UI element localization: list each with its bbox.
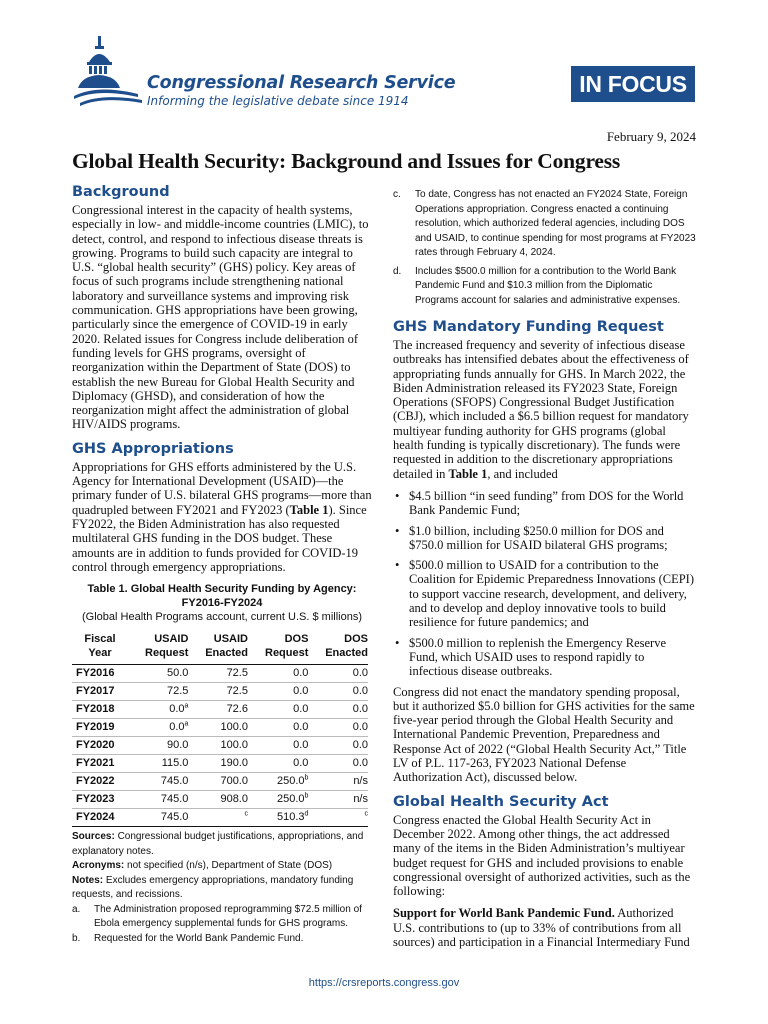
mandatory-bullet-list: [393, 489, 696, 679]
table-row: [72, 701, 368, 719]
table-cell: 908.0: [188, 791, 248, 809]
table-cell: 0.0: [308, 737, 368, 755]
table-cell: 0.0: [308, 665, 368, 683]
table-row: [72, 683, 368, 701]
table-cell: 72.6: [188, 701, 248, 719]
publication-date: February 9, 2024: [606, 129, 696, 144]
org-tagline: Informing the legislative debate since 1914: [147, 94, 409, 108]
table-reference: Table 1: [448, 466, 488, 481]
appropriations-text: Appropriations for GHS efforts administered by the U.S. Agency for International Development (USAID)—the primary funder of U.S. bilateral GHS programs—more than quadrupled between FY2021 and FY2023 (Table 1). Since FY2022, the Biden Administration has also requested multilateral GHS funding in the DOS budget. These amounts are in addition to funds provided for COVID-19 control through emergency appropriations.: [72, 459, 372, 574]
table-row: [72, 665, 368, 683]
funding-table: [72, 630, 368, 827]
fiscal-year-cell: FY2019: [72, 719, 128, 737]
table-cell: 72.5: [128, 683, 188, 701]
table-cell: 0.0$^a$: [128, 701, 188, 719]
table-notes: [72, 830, 372, 946]
appropriations-heading: GHS Appropriations: [72, 440, 234, 457]
org-name: Congressional Research Service: [147, 73, 456, 93]
fiscal-year-cell: FY2024: [72, 809, 128, 827]
fiscal-year-cell: FY2017: [72, 683, 128, 701]
column-header: DOS Enacted: [308, 630, 368, 665]
fiscal-year-cell: FY2020: [72, 737, 128, 755]
table-cell: n/s: [308, 773, 368, 791]
table-cell: 0.0: [248, 683, 308, 701]
mandatory-heading: GHS Mandatory Funding Request: [393, 319, 664, 335]
table-row: [72, 773, 368, 791]
table-row: [72, 719, 368, 737]
table-cell: 90.0: [128, 737, 188, 755]
notes-note: Notes: Excludes emergency appropriations, mandatory funding requests, and recissions.: [72, 874, 354, 901]
table-cell: 0.0: [308, 683, 368, 701]
table-cell: 0.0: [248, 755, 308, 773]
footnote: c. To date, Congress has not enacted an FY2024 State, Foreign Operations appropriation. Congress enacted a continuing resolution, which authorized federal agencies, including DOS and USAID, to continue spending for most programs at FY2023 rates through February 4, 2024.: [393, 189, 696, 258]
sources-note: Sources: Congressional budget justifications, appropriations, and explanatory notes.: [72, 831, 364, 857]
table-cell: 72.5: [188, 683, 248, 701]
act-heading: Global Health Security Act: [393, 793, 609, 810]
table-cell: 0.0: [308, 701, 368, 719]
table-cell: 190.0: [188, 755, 248, 773]
page-title: Global Health Security: Background and Issues for Congress: [72, 149, 621, 173]
table-cell: 100.0: [188, 737, 248, 755]
footer-url[interactable]: https://crsreports.congress.gov: [308, 977, 460, 989]
mandatory-after-text: Congress did not enact the mandatory spending proposal, but it authorized $5.0 billion for GHS activities for the same five-year period through the Global Health Security and International Pandemic Prevention, Preparedness and Response Act of 2022 (“Global Health Security Act,” Title LV of P.L. 117-263, FY2023 National Defense Authorization Act), discussed below.: [393, 684, 695, 785]
table-cell: 0.0: [248, 701, 308, 719]
table-row: [72, 737, 368, 755]
table-reference: Table 1: [289, 502, 329, 517]
list-item: • $500.0 million to replenish the Emergency Reserve Fund, which USAID uses to respond rapidly to infectious disease outbreaks.: [393, 636, 696, 679]
table-cell: 745.0: [128, 773, 188, 791]
table-cell: 100.0: [188, 719, 248, 737]
table-row: [72, 755, 368, 773]
right-column: [393, 188, 696, 957]
column-header: DOS Request: [248, 630, 308, 665]
table-cell: 250.0$^b$: [248, 773, 308, 791]
table-cell: 72.5: [188, 665, 248, 683]
fiscal-year-cell: FY2018: [72, 701, 128, 719]
column-header: Fiscal Year: [72, 630, 128, 665]
fiscal-year-cell: FY2016: [72, 665, 128, 683]
table-cell: n/s: [308, 791, 368, 809]
table-cell: 510.3$^d$: [248, 809, 308, 827]
list-item: • $500.0 million to USAID for a contribution to the Coalition for Epidemic Preparedness Innovations (CEPI) to support vaccine research, development, and delivery, and to develop and deploy innovative tools to build resilience for future pandemics; and: [393, 558, 696, 629]
table-row: [72, 809, 368, 827]
footnote: b. Requested for the World Bank Pandemic Fund.: [72, 932, 304, 944]
table-title: Table 1. Global Health Security Funding by Agency: FY2016-FY2024: [87, 583, 357, 610]
table-cell: c: [308, 809, 368, 827]
left-column: [72, 183, 372, 946]
fiscal-year-cell: FY2023: [72, 791, 128, 809]
footnotes-continued: [393, 188, 696, 308]
table-row: [72, 791, 368, 809]
table-cell: 745.0: [128, 809, 188, 827]
page-header: [0, 0, 768, 120]
column-header: USAID Request: [128, 630, 188, 665]
table-cell: 0.0: [248, 737, 308, 755]
acronyms-note: Acronyms: not specified (n/s), Department of State (DOS): [72, 860, 333, 872]
table-cell: 0.0: [308, 755, 368, 773]
fiscal-year-cell: FY2021: [72, 755, 128, 773]
fiscal-year-cell: FY2022: [72, 773, 128, 791]
footnote: a. The Administration proposed reprogramming $72.5 million of Ebola emergency supplemental funds for GHS programs.: [72, 903, 362, 930]
table-cell: 0.0: [248, 719, 308, 737]
table-cell: c: [188, 809, 248, 827]
table-cell: 115.0: [128, 755, 188, 773]
capitol-dome-icon: [72, 34, 144, 106]
background-heading: Background: [72, 184, 170, 200]
list-item: • $4.5 billion “in seed funding” from DOS for the World Bank Pandemic Fund;: [393, 489, 696, 518]
mandatory-text: The increased frequency and severity of infectious disease outbreaks has intensified debates about the effectiveness of appropriating funds annually for GHS. In March 2022, the Biden Administration released its FY2023 State, Foreign Operations (SFOPS) Congressional Budget Justification (CBJ), which included a $6.5 billion request for mandatory multiyear funding authority for GHS programs (global health funding is typically discretionary). The funds were requested in addition to the discretionary appropriations detailed in Table 1, and included: [393, 338, 689, 481]
table-cell: 700.0: [188, 773, 248, 791]
table-header-row: [72, 630, 368, 665]
table-cell: 0.0: [308, 719, 368, 737]
list-item: • $1.0 billion, including $250.0 million for DOS and $750.0 million for USAID bilateral GHS programs;: [393, 524, 696, 553]
table-cell: 250.0$^b$: [248, 791, 308, 809]
background-text: Congressional interest in the capacity of health systems, especially in low- and middle-income countries (LMIC), to detect, control, and respond to infectious disease threats is growing. Programs to build such capacity are integral to U.S. “global health security” (GHS) policy. Key areas of focus of such programs include strengthening national laboratory and surveillance systems and improving risk communication. GHS appropriations have been growing, particularly since the emergence of COVID-19 in early 2020. Related issues for Congress include deliberation of funding levels for GHS programs, oversight of reorganization within the Department of State (DOS) to establish the new Bureau for Global Health Security and Diplomacy (GHSD), and consideration of how the reorganization might affect the administration of global HIV/AIDS programs.: [72, 203, 369, 432]
table-cell: 0.0: [248, 665, 308, 683]
table-cell: 0.0$^a$: [128, 719, 188, 737]
act-text: Congress enacted the Global Health Security Act in December 2022. Among other things, the act addressed many of the items in the Biden Administration’s multiyear budget request for GHS and included provisions to enable congressional oversight of authorized activities, such as the following:: [393, 812, 691, 899]
table-cell: 50.0: [128, 665, 188, 683]
footnote: d. Includes $500.0 million for a contribution to the World Bank Pandemic Fund and $10.3 million from the Diplomatic Programs account for salaries and administrative expenses.: [393, 265, 681, 306]
table-subtitle: (Global Health Programs account, current U.S. $ millions): [82, 611, 362, 624]
column-header: USAID Enacted: [188, 630, 248, 665]
table-cell: 745.0: [128, 791, 188, 809]
support-paragraph: Support for World Bank Pandemic Fund. Authorized U.S. contributions to (up to 33% of contributions from all sources) and participation in a Financial Intermediary Fund: [393, 906, 690, 949]
in-focus-badge: IN FOCUS: [571, 66, 695, 102]
